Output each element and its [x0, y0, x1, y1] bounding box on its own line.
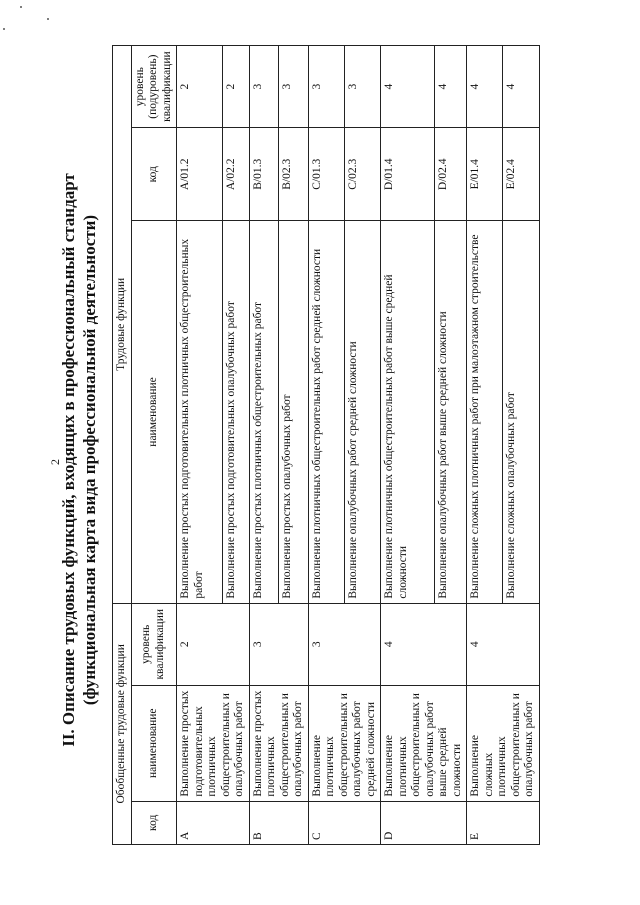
page-number: 2	[48, 459, 62, 465]
generalized-level-cell: 2	[177, 603, 250, 685]
generalized-name-cell: Выполнение плотничных общестроительных и опалубочных работ выше средней сложности	[381, 685, 467, 801]
generalized-name-cell: Выполнение сложных плотничных общестроительных и опалубочных работ	[467, 685, 540, 801]
function-name-cell: Выполнение сложных плотничных работ при малоэтажном строительстве	[467, 221, 503, 603]
function-level-cell: 4	[381, 46, 435, 128]
scan-speck	[47, 18, 49, 20]
name-column-header: наименование	[131, 685, 177, 801]
function-level-column-header: уровень (подуровень) квалификации	[131, 46, 177, 128]
function-code-cell: E/02.4	[503, 128, 539, 221]
section-title	[58, 110, 100, 810]
function-code-cell: C/01.3	[308, 128, 344, 221]
generalized-code-cell: E	[467, 801, 540, 844]
section-title-line-1: II. Описание трудовых функций, входящих в профессиональный стандарт	[59, 173, 78, 747]
function-name-cell: Выполнение сложных опалубочных работ	[503, 221, 539, 603]
labor-functions-table	[112, 45, 540, 845]
generalized-code-cell: D	[381, 801, 467, 844]
function-level-cell: 3	[344, 46, 380, 128]
function-code-cell: C/02.3	[344, 128, 380, 221]
function-name-cell: Выполнение плотничных общестроительных работ выше средней сложности	[381, 221, 435, 603]
generalized-level-cell: 4	[381, 603, 467, 685]
function-name-cell: Выполнение простых плотничных общестроительных работ	[249, 221, 279, 603]
level-column-header: уровень квалификации	[131, 603, 177, 685]
table-row	[467, 46, 503, 845]
generalized-name-cell: Выполнение простых плотничных общестроительных и опалубочных работ	[249, 685, 308, 801]
generalized-name-cell: Выполнение простых подготовительных плотничных общестроительных и опалубочных работ	[177, 685, 250, 801]
generalized-name-cell: Выполнение плотничных общестроительных и опалубочных работ средней сложности	[308, 685, 381, 801]
table-row	[381, 46, 435, 845]
function-code-cell: A/02.2	[222, 128, 249, 221]
function-name-cell: Выполнение плотничных общестроительных работ средней сложности	[308, 221, 344, 603]
function-level-cell: 3	[249, 46, 279, 128]
generalized-code-cell: C	[308, 801, 381, 844]
section-title-line-2: (функциональная карта вида профессиональной деятельности)	[80, 214, 99, 706]
function-code-column-header: код	[131, 128, 177, 221]
generalized-level-cell: 4	[467, 603, 540, 685]
table-row	[308, 46, 344, 845]
function-level-cell: 3	[279, 46, 309, 128]
function-level-cell: 3	[308, 46, 344, 128]
function-code-cell: D/02.4	[435, 128, 467, 221]
function-name-cell: Выполнение опалубочных работ выше средней сложности	[435, 221, 467, 603]
labor-functions-header: Трудовые функции	[113, 46, 132, 604]
function-level-cell: 4	[467, 46, 503, 128]
function-level-cell: 4	[435, 46, 467, 128]
code-column-header: код	[131, 801, 177, 844]
function-level-cell: 4	[503, 46, 539, 128]
scan-speck	[20, 6, 22, 8]
function-code-cell: B/02.3	[279, 128, 309, 221]
generalized-code-cell: B	[249, 801, 308, 844]
function-name-cell: Выполнение простых подготовительных опалубочных работ	[222, 221, 249, 603]
function-code-cell: B/01.3	[249, 128, 279, 221]
function-code-cell: D/01.4	[381, 128, 435, 221]
generalized-level-cell: 3	[308, 603, 381, 685]
table-row	[249, 46, 279, 845]
generalized-functions-header: Обобщенные трудовые функции	[113, 603, 132, 844]
function-level-cell: 2	[222, 46, 249, 128]
function-name-cell: Выполнение простых опалубочных работ	[279, 221, 309, 603]
generalized-level-cell: 3	[249, 603, 308, 685]
function-code-cell: A/01.2	[177, 128, 223, 221]
function-name-cell: Выполнение простых подготовительных плотничных общестроительных работ	[177, 221, 223, 603]
table-row	[177, 46, 223, 845]
scan-speck	[3, 28, 5, 30]
function-name-cell: Выполнение опалубочных работ средней сложности	[344, 221, 380, 603]
function-code-cell: E/01.4	[467, 128, 503, 221]
function-level-cell: 2	[177, 46, 223, 128]
function-name-column-header: наименование	[131, 221, 177, 603]
generalized-code-cell: A	[177, 801, 250, 844]
